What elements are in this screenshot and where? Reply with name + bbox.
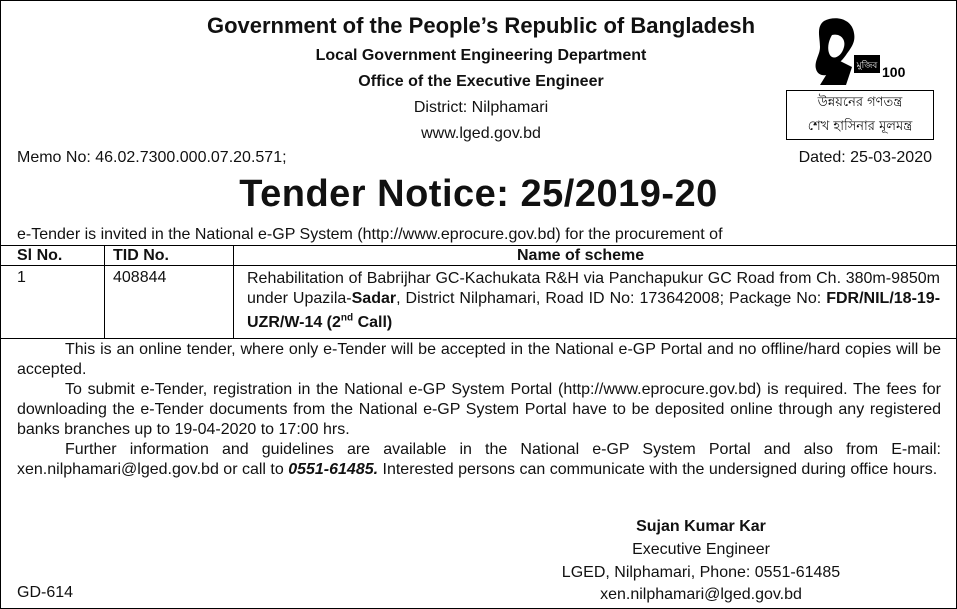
contact-phone: 0551-61485. <box>288 461 379 478</box>
column-divider <box>104 246 105 338</box>
logo-text: মুজিব <box>856 61 878 71</box>
signatory-email[interactable]: xen.nilphamari@lged.gov.bd <box>600 586 802 603</box>
notice-title: Tender Notice: 25/2019-20 <box>239 173 718 215</box>
mujib-100-logo <box>806 15 906 87</box>
government-heading: Government of the People’s Republic of Bangladesh <box>206 13 756 38</box>
slogan-box <box>786 90 934 140</box>
notice-body <box>17 340 941 480</box>
cell-sl-no: 1 <box>17 269 26 286</box>
notice-date: Dated: 25-03-2020 <box>798 149 932 166</box>
paragraph-registration: To submit e-Tender, registration in the National e-GP System Portal (http://www.eprocure.gov.bd) is required. The fees for downloading the e-Tender documents from the National e-GP System Portal have to be deposited online through any registered banks branches up to 19-04-2020 to 17:00 hrs. <box>17 381 941 438</box>
intro-text: e-Tender is invited in the National e-GP System (http://www.eprocure.gov.bd) for the procurement of <box>17 226 723 243</box>
signatory-title: Executive Engineer <box>632 541 770 558</box>
cell-scheme-name <box>247 269 940 333</box>
office-heading: Office of the Executive Engineer <box>358 73 604 90</box>
department-heading: Local Government Engineering Department <box>315 47 647 64</box>
paragraph-online-tender: This is an online tender, where only e-Tender will be accepted in the National e-GP Portal and no offline/hard copies will be accepted. <box>17 341 941 378</box>
paragraph-contact <box>17 440 941 480</box>
package-code: FDR/NIL/18-19-UZR/W-14 (2 <box>247 290 941 332</box>
header-scheme-name: Name of scheme <box>517 247 645 264</box>
cell-tid-no: 408844 <box>113 269 167 286</box>
scheme-text: Rehabilitation of Babrijhar GC-Kachukata R&H via Panchapukur GC Road from Ch. 380m-9850m under Upazila- <box>247 270 940 307</box>
scheme-table <box>1 245 956 339</box>
website-link[interactable]: www.lged.gov.bd <box>421 125 541 142</box>
logo-number: 100 <box>882 64 906 80</box>
scheme-text: , District Nilphamari, Road ID No: 173642008; Package No: <box>396 290 827 307</box>
header-tid-no: TID No. <box>113 247 169 264</box>
call-ordinal: nd <box>340 313 354 324</box>
signatory-office: LGED, Nilphamari, Phone: 0551-61485 <box>561 564 841 581</box>
contact-text: Further information and guidelines are available in the National e-GP System Portal and also from E-mail: xen.nilphamari@lged.gov.bd or call to <box>17 441 941 478</box>
portrait-logo-icon <box>806 15 906 87</box>
footer-code: GD-614 <box>17 584 74 601</box>
slogan-line-2: শেখ হাসিনার মূলমন্ত্র <box>807 119 913 134</box>
district-line: District: Nilphamari <box>413 99 549 116</box>
header-sl-no: Sl No. <box>17 247 63 264</box>
scheme-upazila: Sadar <box>351 290 397 307</box>
signatory-name: Sujan Kumar Kar <box>636 518 766 535</box>
contact-text: Interested persons can communicate with the undersigned during office hours. <box>378 461 938 478</box>
slogan-line-1: উন্নয়নের গণতন্ত্র <box>817 95 903 110</box>
column-divider <box>233 246 234 338</box>
memo-number: Memo No: 46.02.7300.000.07.20.571; <box>17 149 287 166</box>
call-label: Call) <box>353 314 393 332</box>
